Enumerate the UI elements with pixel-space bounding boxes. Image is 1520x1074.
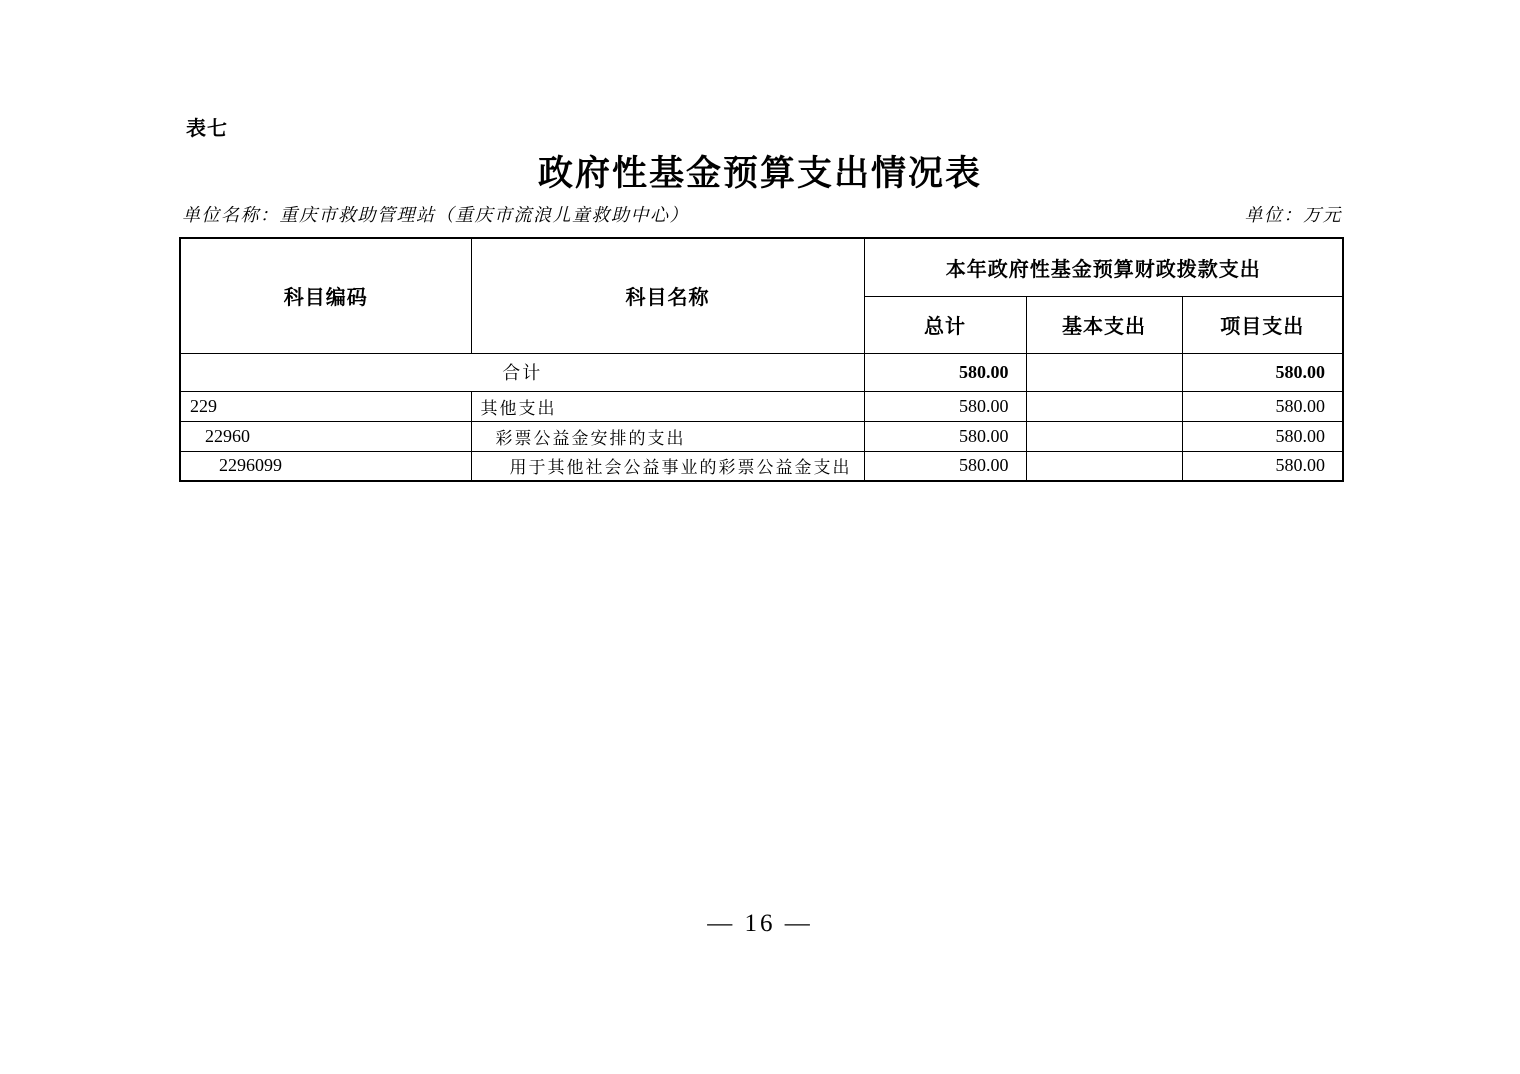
row-code: 22960	[180, 421, 471, 451]
header-project-expenditure: 项目支出	[1182, 296, 1343, 353]
header-group-fund-expenditure: 本年政府性基金预算财政拨款支出	[864, 238, 1343, 296]
unit-info-row	[182, 201, 1342, 227]
summary-total-value: 580.00	[864, 353, 1026, 391]
row-project-value: 580.00	[1182, 391, 1343, 421]
unit-measure-label: 单位：万元	[1244, 205, 1342, 225]
header-basic-expenditure: 基本支出	[1026, 296, 1182, 353]
row-code: 2296099	[180, 451, 471, 481]
row-basic-value	[1026, 451, 1182, 481]
header-total: 总计	[864, 296, 1026, 353]
row-total-value: 580.00	[864, 421, 1026, 451]
header-subject-code: 科目编码	[180, 238, 471, 353]
summary-project-value: 580.00	[1182, 353, 1343, 391]
summary-label: 合计	[180, 353, 864, 391]
row-total-value: 580.00	[864, 451, 1026, 481]
row-name: 其他支出	[471, 391, 864, 421]
row-basic-value	[1026, 421, 1182, 451]
page-number: — 16 —	[707, 910, 813, 937]
row-code: 229	[180, 391, 471, 421]
page-title: 政府性基金预算支出情况表	[537, 154, 982, 193]
header-subject-name: 科目名称	[471, 238, 864, 353]
summary-row	[180, 353, 1343, 391]
table-number-label: 表七	[186, 118, 228, 140]
row-name: 用于其他社会公益事业的彩票公益金支出	[471, 451, 864, 481]
row-project-value: 580.00	[1182, 451, 1343, 481]
table-row	[180, 421, 1343, 451]
budget-table	[179, 237, 1344, 482]
row-total-value: 580.00	[864, 391, 1026, 421]
unit-name-label: 单位名称：重庆市救助管理站（重庆市流浪儿童救助中心）	[182, 205, 689, 225]
table-row	[180, 451, 1343, 481]
table-row	[180, 391, 1343, 421]
row-basic-value	[1026, 391, 1182, 421]
row-name: 彩票公益金安排的支出	[471, 421, 864, 451]
summary-basic-value	[1026, 353, 1182, 391]
row-project-value: 580.00	[1182, 421, 1343, 451]
table-header-row-1	[180, 238, 1343, 296]
